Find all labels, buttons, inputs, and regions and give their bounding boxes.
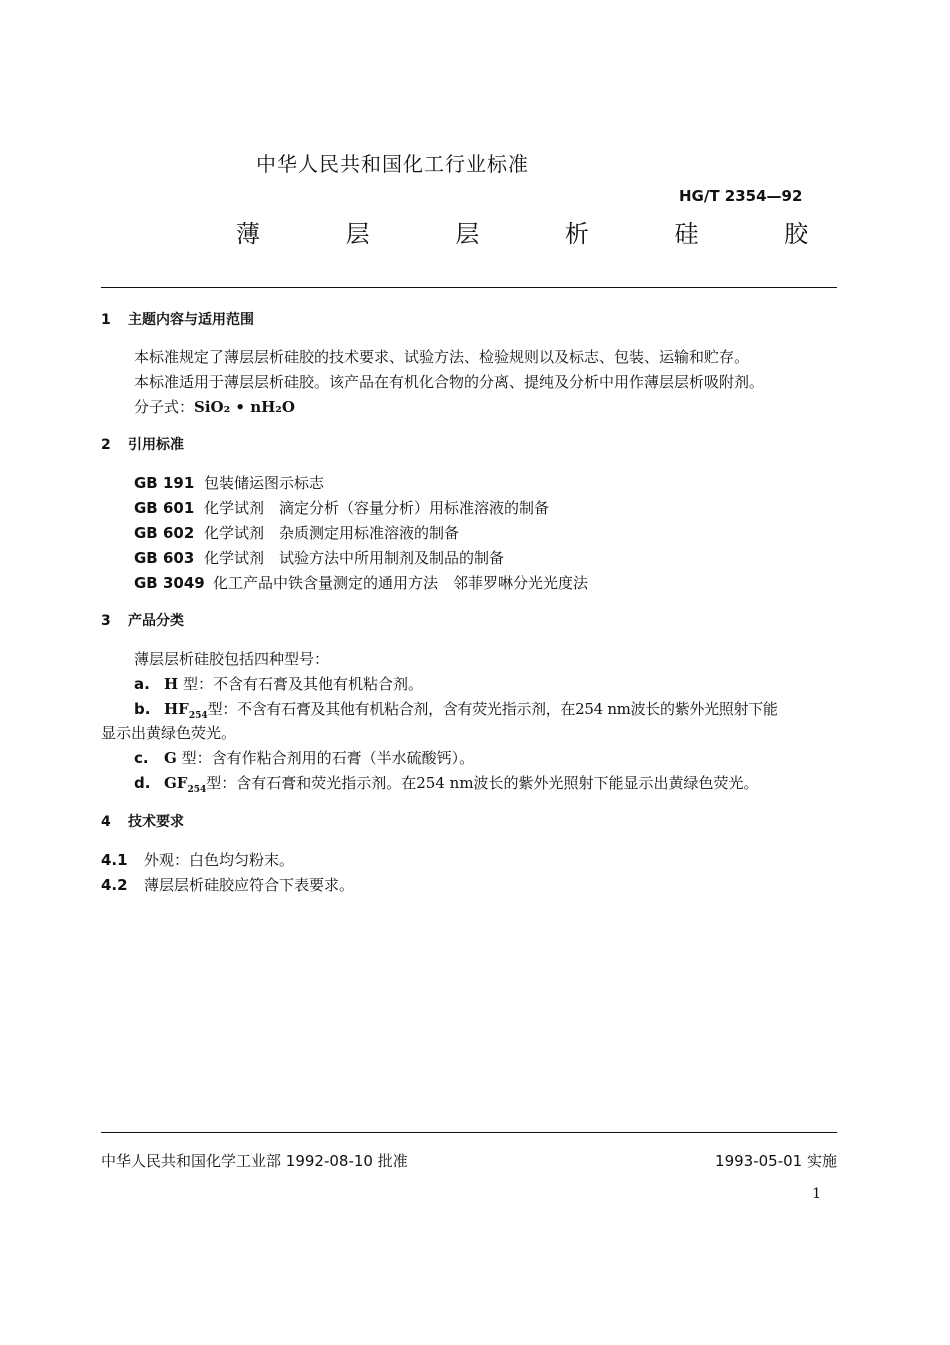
type-code: H (164, 675, 179, 693)
effective-date: 1993-05-01 实施 (715, 1152, 837, 1170)
section-2-heading (101, 434, 184, 454)
clause-text: 外观：白色均匀粉末。 (144, 851, 295, 869)
section-1-heading (101, 309, 254, 329)
reference-item (134, 497, 549, 518)
item-label: a. (134, 675, 150, 693)
section-4-heading (101, 811, 184, 831)
issuing-organization: 中华人民共和国化工行业标准 (256, 152, 529, 176)
type-code: G (164, 749, 177, 767)
reference-title: 化学试剂 滴定分析（容量分析）用标准溶液的制备 (204, 499, 550, 517)
section-number: 1 (101, 312, 111, 328)
reference-title: 化工产品中铁含量测定的通用方法 邻菲罗啉分光光度法 (213, 574, 589, 592)
product-type-a (134, 673, 423, 694)
section-title: 主题内容与适用范围 (128, 312, 254, 328)
reference-code: GB 191 (134, 474, 195, 492)
header-divider (101, 287, 837, 288)
section-title: 引用标准 (128, 437, 184, 453)
section-title: 技术要求 (128, 814, 184, 830)
type-description: 型：含有石膏和荧光指示剂。在254 nm波长的紫外光照射下能显示出黄绿色荧光。 (206, 774, 759, 792)
item-label: c. (134, 749, 149, 767)
product-type-d (134, 772, 759, 795)
type-code: GF (164, 774, 188, 792)
item-label: d. (134, 774, 151, 792)
section-1-paragraph-1: 本标准规定了薄层层析硅胶的技术要求、试验方法、检验规则以及标志、包装、运输和贮存。 (134, 348, 750, 366)
reference-code: GB 603 (134, 549, 195, 567)
clause-text: 薄层层析硅胶应符合下表要求。 (144, 876, 355, 894)
reference-title: 包装储运图示标志 (204, 474, 325, 492)
section-number: 3 (101, 613, 111, 629)
clause-4-1 (101, 849, 294, 870)
clause-4-2 (101, 874, 354, 895)
reference-code: GB 3049 (134, 574, 205, 592)
reference-code: GB 601 (134, 499, 195, 517)
section-number: 4 (101, 814, 111, 830)
section-1-paragraph-2: 本标准适用于薄层层析硅胶。该产品在有机化合物的分离、提纯及分析中用作薄层层析吸附剂。 (134, 373, 765, 391)
type-description: 型：不含有石膏及其他有机粘合剂。 (182, 675, 423, 693)
reference-item (134, 522, 459, 543)
document-title: 薄 层 层 析 硅 胶 (236, 220, 848, 248)
approval-statement: 中华人民共和国化学工业部 1992-08-10 批准 (101, 1152, 408, 1170)
reference-title: 化学试剂 试验方法中所用制剂及制品的制备 (204, 549, 505, 567)
reference-item (134, 472, 324, 493)
reference-title: 化学试剂 杂质测定用标准溶液的制备 (204, 524, 460, 542)
type-description: 型：不含有石膏及其他有机粘合剂，含有荧光指示剂，在254 nm波长的紫外光照射下能 (207, 700, 778, 718)
formula-label: 分子式： (134, 398, 195, 416)
reference-item (134, 547, 504, 568)
product-type-b (134, 698, 778, 721)
section-title: 产品分类 (128, 613, 184, 629)
standard-number: HG/T 2354—92 (679, 187, 803, 205)
molecular-formula: SiO₂ • nH₂O (194, 398, 295, 416)
section-number: 2 (101, 437, 111, 453)
item-label: b. (134, 700, 151, 718)
type-description: 型：含有作粘合剂用的石膏（半水硫酸钙）。 (181, 749, 475, 767)
page-number: 1 (812, 1186, 821, 1202)
type-subscript: 254 (188, 711, 208, 721)
product-type-b-continuation: 显示出黄绿色荧光。 (101, 724, 237, 742)
product-type-c (134, 747, 474, 768)
footer-divider (101, 1132, 837, 1133)
clause-number: 4.2 (101, 876, 128, 894)
type-code: HF (164, 700, 189, 718)
reference-code: GB 602 (134, 524, 195, 542)
section-3-intro: 薄层层析硅胶包括四种型号： (134, 650, 330, 668)
type-subscript: 254 (187, 785, 207, 795)
clause-number: 4.1 (101, 851, 128, 869)
molecular-formula-line (134, 396, 295, 417)
reference-item (134, 572, 588, 593)
section-3-heading (101, 610, 184, 630)
